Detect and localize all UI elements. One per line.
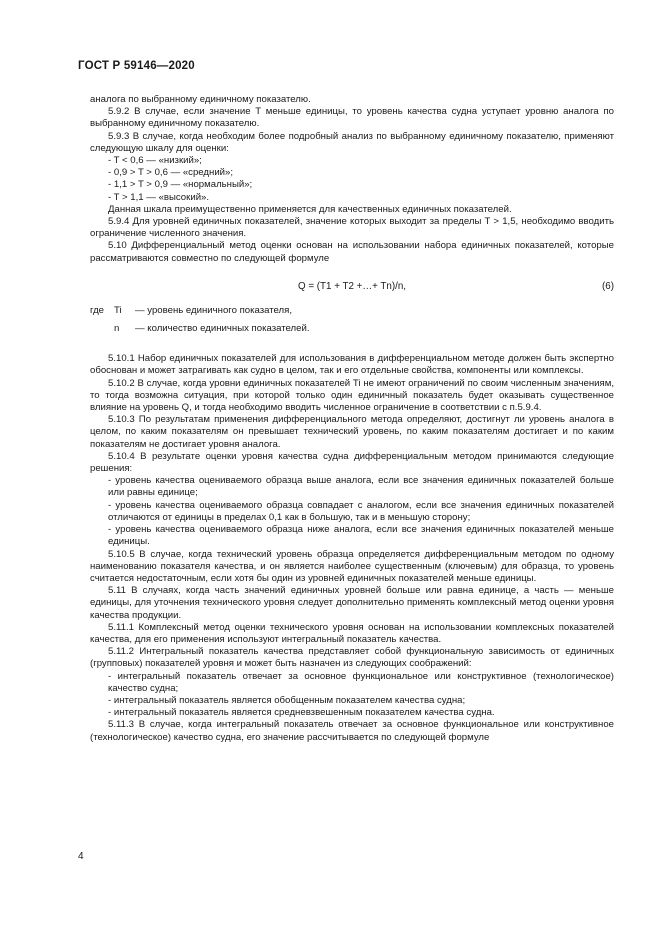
document-body [90,94,614,744]
where-symbol: Ti [114,304,122,316]
document-header: ГОСТ Р 59146—2020 [78,60,195,72]
paragraph: Данная шкала преимущественно применяется для качественных единичных показателей. [108,203,512,215]
page-number: 4 [78,851,84,862]
where-description: — количество единичных показателей. [135,323,310,335]
paragraph: 5.9.3 В случае, когда необходим более подробный анализ по выбранному единичному показателю, применяют следующую шкалу для оценки: [90,130,614,154]
where-row [90,305,614,317]
list-item: - интегральный показатель отвечает за основное функциональное или конструктивное (технологическое) качество судна; [108,670,614,694]
spacer [90,335,614,353]
paragraph: 5.9.4 Для уровней единичных показателей, значение которых выходит за пределы T > 1,5, необходимо вводить ограничение численного значения. [90,216,614,240]
where-description: — уровень единичного показателя, [135,304,293,316]
scale-item: - T < 0,6 — «низкий»; [108,155,202,167]
formula: Q = (T1 + T2 +…+ Tn)/n, [298,280,406,292]
paragraph: 5.10.3 По результатам применения дифференциального метода определяют, достигнут ли уровень аналога в целом, по каким показателям он превышает технический уровень, по каким показателям достигает и по каким показателям не достигает уровня аналога. [90,414,614,450]
formula-number: (6) [602,280,614,292]
scale-item: - 1,1 > T > 0,9 — «нормальный»; [108,179,253,191]
scale-item: - 0,9 > T > 0,6 — «средний»; [108,167,234,179]
where-label: где [90,304,105,316]
paragraph: 5.11 В случаях, когда часть значений единичных уровней больше или равна единице, а часть — меньше единицы, для уточнения технического уровня следует дополнительно применять комплексный метод оценки уровня качества продукции. [90,585,614,621]
list-item: - интегральный показатель является средневзвешенным показателем качества судна. [108,707,495,719]
paragraph: 5.9.2 В случае, если значение T меньше единицы, то уровень качества судна уступает уровню аналога по выбранному единичному показателю. [90,106,614,130]
paragraph: 5.10.2 В случае, когда уровни единичных показателей Ti не имеют ограничений по своим численным значениям, то тогда возможна ситуация, при которой только один единичный показатель будет оказывать существенное влияние на уровень Q, и тогда необходимо вводить численное ограничение в соответствии с п.5.9.4. [90,377,614,414]
paragraph: 5.10.4 В результате оценки уровня качества судна дифференциальным методом принимаются следующие решения: [90,450,614,475]
paragraph: 5.10 Дифференциальный метод оценки основан на использовании набора единичных показателей, которые рассматриваются совместно по следующей формуле [90,240,614,264]
where-row [90,323,614,335]
list-item: - уровень качества оцениваемого образца совпадает с аналогом, если все значения единичных показателей отличаются от единицы в пределах 0,1 как в большую, так и в меньшую сторону; [108,499,614,523]
paragraph: 5.10.1 Набор единичных показателей для использования в дифференциальном методе должен быть экспертно обоснован и может затрагивать как судно в целом, так и его отдельные свойства, компоненты или комплексы. [90,353,614,377]
where-symbol: n [114,323,120,335]
where-block [90,305,614,335]
paragraph: 5.10.5 В случае, когда технический уровень образца определяется дифференциальным методом по одному наименованию показателя качества, и он является наиболее существенным (ключевым) для образца, то уровень считается недостаточным, если хотя бы один из уровней единичных показателей меньше единицы. [90,548,614,584]
paragraph: аналога по выбранному единичному показателю. [90,94,311,105]
bottom-paragraphs [90,353,614,744]
scale-item: - T > 1,1 — «высокий». [108,191,210,203]
list-item: - интегральный показатель является обобщенным показателем качества судна; [108,694,466,706]
paragraph: 5.11.2 Интегральный показатель качества представляет собой функциональную зависимость от единичных (групповых) показателей уровня и может быть назначен из следующих соображений: [90,646,614,670]
paragraph: 5.11.3 В случае, когда интегральный показатель отвечает за основное функциональное или конструктивное (технологическое) качество судна, его значение рассчитывается по следующей формуле [90,719,614,743]
list-item: - уровень качества оцениваемого образца выше аналога, если все значения единичных показателей больше или равны единице; [108,475,614,499]
paragraph: 5.11.1 Комплексный метод оценки технического уровня основан на использовании комплексных показателей качества, для его применения используют интегральный показатель качества. [90,621,614,645]
formula-row [90,271,614,301]
list-item: - уровень качества оцениваемого образца ниже аналога, если все значения единичных показателей меньше единицы. [108,524,614,548]
